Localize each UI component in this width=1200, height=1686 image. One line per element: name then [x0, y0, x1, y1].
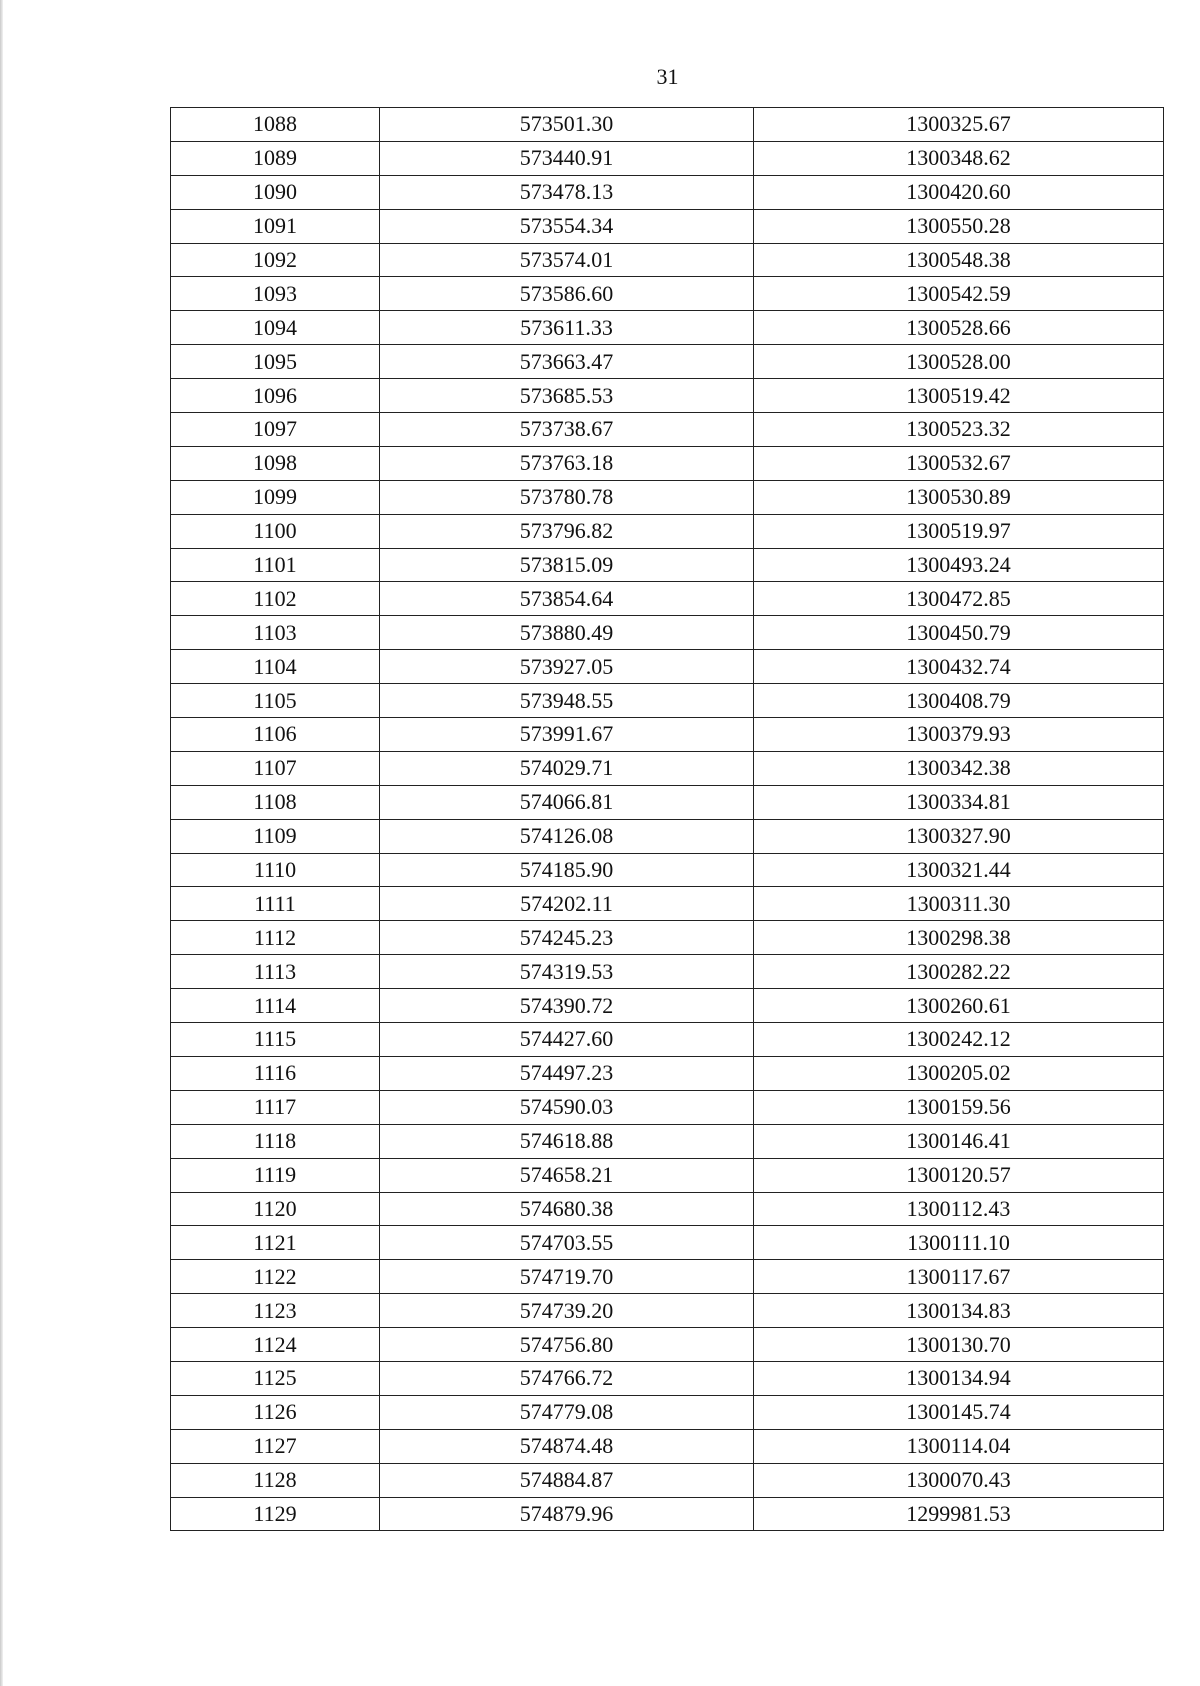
x-coordinate-cell: 574779.08: [380, 1395, 754, 1429]
point-number-cell: 1127: [171, 1429, 380, 1463]
y-coordinate-cell: 1300298.38: [754, 921, 1164, 955]
point-number-cell: 1097: [171, 413, 380, 447]
table-row: [171, 243, 1164, 277]
table-row: [171, 209, 1164, 243]
point-number-cell: 1109: [171, 819, 380, 853]
point-number-cell: 1117: [171, 1090, 380, 1124]
point-number-cell: 1128: [171, 1463, 380, 1497]
table-row: [171, 1361, 1164, 1395]
table-row: [171, 718, 1164, 752]
table-row: [171, 1328, 1164, 1362]
table-row: [171, 582, 1164, 616]
y-coordinate-cell: 1300548.38: [754, 243, 1164, 277]
point-number-cell: 1129: [171, 1497, 380, 1531]
x-coordinate-cell: 573440.91: [380, 141, 754, 175]
x-coordinate-cell: 574185.90: [380, 853, 754, 887]
y-coordinate-cell: 1300130.70: [754, 1328, 1164, 1362]
point-number-cell: 1121: [171, 1226, 380, 1260]
y-coordinate-cell: 1300408.79: [754, 684, 1164, 718]
y-coordinate-cell: 1300530.89: [754, 480, 1164, 514]
x-coordinate-cell: 574756.80: [380, 1328, 754, 1362]
point-number-cell: 1116: [171, 1056, 380, 1090]
table-row: [171, 1192, 1164, 1226]
point-number-cell: 1120: [171, 1192, 380, 1226]
y-coordinate-cell: 1300070.43: [754, 1463, 1164, 1497]
point-number-cell: 1093: [171, 277, 380, 311]
y-coordinate-cell: 1300420.60: [754, 175, 1164, 209]
x-coordinate-cell: 574390.72: [380, 989, 754, 1023]
x-coordinate-cell: 573927.05: [380, 650, 754, 684]
x-coordinate-cell: 573880.49: [380, 616, 754, 650]
point-number-cell: 1114: [171, 989, 380, 1023]
y-coordinate-cell: 1300348.62: [754, 141, 1164, 175]
point-number-cell: 1095: [171, 345, 380, 379]
table-row: [171, 345, 1164, 379]
point-number-cell: 1090: [171, 175, 380, 209]
y-coordinate-cell: 1300542.59: [754, 277, 1164, 311]
x-coordinate-cell: 574658.21: [380, 1158, 754, 1192]
x-coordinate-cell: 574618.88: [380, 1124, 754, 1158]
x-coordinate-cell: 573738.67: [380, 413, 754, 447]
y-coordinate-cell: 1300519.42: [754, 379, 1164, 413]
x-coordinate-cell: 573554.34: [380, 209, 754, 243]
y-coordinate-cell: 1300260.61: [754, 989, 1164, 1023]
table-row: [171, 751, 1164, 785]
point-number-cell: 1099: [171, 480, 380, 514]
point-number-cell: 1113: [171, 955, 380, 989]
point-number-cell: 1102: [171, 582, 380, 616]
y-coordinate-cell: 1300321.44: [754, 853, 1164, 887]
x-coordinate-cell: 573501.30: [380, 108, 754, 142]
point-number-cell: 1096: [171, 379, 380, 413]
point-number-cell: 1108: [171, 785, 380, 819]
y-coordinate-cell: 1300519.97: [754, 514, 1164, 548]
point-number-cell: 1118: [171, 1124, 380, 1158]
table-body: [171, 108, 1164, 1531]
table-row: [171, 1463, 1164, 1497]
y-coordinate-cell: 1300432.74: [754, 650, 1164, 684]
scan-edge: [0, 0, 3, 1686]
x-coordinate-cell: 574879.96: [380, 1497, 754, 1531]
x-coordinate-cell: 574766.72: [380, 1361, 754, 1395]
table-row: [171, 1395, 1164, 1429]
point-number-cell: 1089: [171, 141, 380, 175]
y-coordinate-cell: 1300334.81: [754, 785, 1164, 819]
point-number-cell: 1104: [171, 650, 380, 684]
coordinate-table: [170, 107, 1164, 1531]
table-row: [171, 989, 1164, 1023]
x-coordinate-cell: 573611.33: [380, 311, 754, 345]
y-coordinate-cell: 1300111.10: [754, 1226, 1164, 1260]
table-row: [171, 480, 1164, 514]
x-coordinate-cell: 573854.64: [380, 582, 754, 616]
y-coordinate-cell: 1300532.67: [754, 446, 1164, 480]
point-number-cell: 1098: [171, 446, 380, 480]
y-coordinate-cell: 1300117.67: [754, 1260, 1164, 1294]
point-number-cell: 1103: [171, 616, 380, 650]
table-row: [171, 853, 1164, 887]
table-row: [171, 819, 1164, 853]
x-coordinate-cell: 574703.55: [380, 1226, 754, 1260]
point-number-cell: 1107: [171, 751, 380, 785]
x-coordinate-cell: 573478.13: [380, 175, 754, 209]
table-row: [171, 141, 1164, 175]
x-coordinate-cell: 574245.23: [380, 921, 754, 955]
table-row: [171, 1158, 1164, 1192]
x-coordinate-cell: 573763.18: [380, 446, 754, 480]
y-coordinate-cell: 1300379.93: [754, 718, 1164, 752]
x-coordinate-cell: 573948.55: [380, 684, 754, 718]
y-coordinate-cell: 1300472.85: [754, 582, 1164, 616]
y-coordinate-cell: 1300325.67: [754, 108, 1164, 142]
y-coordinate-cell: 1300134.83: [754, 1294, 1164, 1328]
table-row: [171, 311, 1164, 345]
point-number-cell: 1088: [171, 108, 380, 142]
y-coordinate-cell: 1300528.66: [754, 311, 1164, 345]
y-coordinate-cell: 1300159.56: [754, 1090, 1164, 1124]
table-row: [171, 514, 1164, 548]
y-coordinate-cell: 1300327.90: [754, 819, 1164, 853]
table-row: [171, 1294, 1164, 1328]
point-number-cell: 1091: [171, 209, 380, 243]
x-coordinate-cell: 574874.48: [380, 1429, 754, 1463]
table-row: [171, 446, 1164, 480]
table-row: [171, 548, 1164, 582]
table-row: [171, 1124, 1164, 1158]
x-coordinate-cell: 573780.78: [380, 480, 754, 514]
x-coordinate-cell: 574126.08: [380, 819, 754, 853]
x-coordinate-cell: 573574.01: [380, 243, 754, 277]
x-coordinate-cell: 574202.11: [380, 887, 754, 921]
point-number-cell: 1110: [171, 853, 380, 887]
table-row: [171, 616, 1164, 650]
x-coordinate-cell: 573685.53: [380, 379, 754, 413]
x-coordinate-cell: 573796.82: [380, 514, 754, 548]
table-row: [171, 1056, 1164, 1090]
point-number-cell: 1122: [171, 1260, 380, 1294]
table-row: [171, 108, 1164, 142]
point-number-cell: 1126: [171, 1395, 380, 1429]
x-coordinate-cell: 574497.23: [380, 1056, 754, 1090]
point-number-cell: 1124: [171, 1328, 380, 1362]
y-coordinate-cell: 1300282.22: [754, 955, 1164, 989]
table-row: [171, 175, 1164, 209]
x-coordinate-cell: 573991.67: [380, 718, 754, 752]
table-row: [171, 785, 1164, 819]
table-row: [171, 1023, 1164, 1057]
y-coordinate-cell: 1300242.12: [754, 1023, 1164, 1057]
y-coordinate-cell: 1300342.38: [754, 751, 1164, 785]
point-number-cell: 1106: [171, 718, 380, 752]
point-number-cell: 1111: [171, 887, 380, 921]
y-coordinate-cell: 1300450.79: [754, 616, 1164, 650]
y-coordinate-cell: 1300493.24: [754, 548, 1164, 582]
x-coordinate-cell: 574884.87: [380, 1463, 754, 1497]
y-coordinate-cell: 1299981.53: [754, 1497, 1164, 1531]
table-row: [171, 1497, 1164, 1531]
x-coordinate-cell: 574319.53: [380, 955, 754, 989]
point-number-cell: 1112: [171, 921, 380, 955]
x-coordinate-cell: 574066.81: [380, 785, 754, 819]
y-coordinate-cell: 1300146.41: [754, 1124, 1164, 1158]
point-number-cell: 1092: [171, 243, 380, 277]
table-row: [171, 277, 1164, 311]
y-coordinate-cell: 1300550.28: [754, 209, 1164, 243]
table-row: [171, 955, 1164, 989]
x-coordinate-cell: 574739.20: [380, 1294, 754, 1328]
x-coordinate-cell: 573815.09: [380, 548, 754, 582]
y-coordinate-cell: 1300523.32: [754, 413, 1164, 447]
y-coordinate-cell: 1300145.74: [754, 1395, 1164, 1429]
point-number-cell: 1100: [171, 514, 380, 548]
table-row: [171, 413, 1164, 447]
table-row: [171, 650, 1164, 684]
x-coordinate-cell: 573586.60: [380, 277, 754, 311]
table-row: [171, 684, 1164, 718]
table-row: [171, 1260, 1164, 1294]
x-coordinate-cell: 574719.70: [380, 1260, 754, 1294]
point-number-cell: 1125: [171, 1361, 380, 1395]
x-coordinate-cell: 574427.60: [380, 1023, 754, 1057]
y-coordinate-cell: 1300114.04: [754, 1429, 1164, 1463]
x-coordinate-cell: 574590.03: [380, 1090, 754, 1124]
table-row: [171, 887, 1164, 921]
y-coordinate-cell: 1300311.30: [754, 887, 1164, 921]
y-coordinate-cell: 1300205.02: [754, 1056, 1164, 1090]
table-row: [171, 379, 1164, 413]
point-number-cell: 1123: [171, 1294, 380, 1328]
y-coordinate-cell: 1300112.43: [754, 1192, 1164, 1226]
y-coordinate-cell: 1300134.94: [754, 1361, 1164, 1395]
point-number-cell: 1119: [171, 1158, 380, 1192]
point-number-cell: 1094: [171, 311, 380, 345]
point-number-cell: 1105: [171, 684, 380, 718]
table-row: [171, 1226, 1164, 1260]
point-number-cell: 1101: [171, 548, 380, 582]
x-coordinate-cell: 573663.47: [380, 345, 754, 379]
point-number-cell: 1115: [171, 1023, 380, 1057]
y-coordinate-cell: 1300528.00: [754, 345, 1164, 379]
x-coordinate-cell: 574680.38: [380, 1192, 754, 1226]
table-row: [171, 1429, 1164, 1463]
x-coordinate-cell: 574029.71: [380, 751, 754, 785]
table-row: [171, 921, 1164, 955]
y-coordinate-cell: 1300120.57: [754, 1158, 1164, 1192]
table-row: [171, 1090, 1164, 1124]
page-number: 31: [656, 64, 679, 89]
